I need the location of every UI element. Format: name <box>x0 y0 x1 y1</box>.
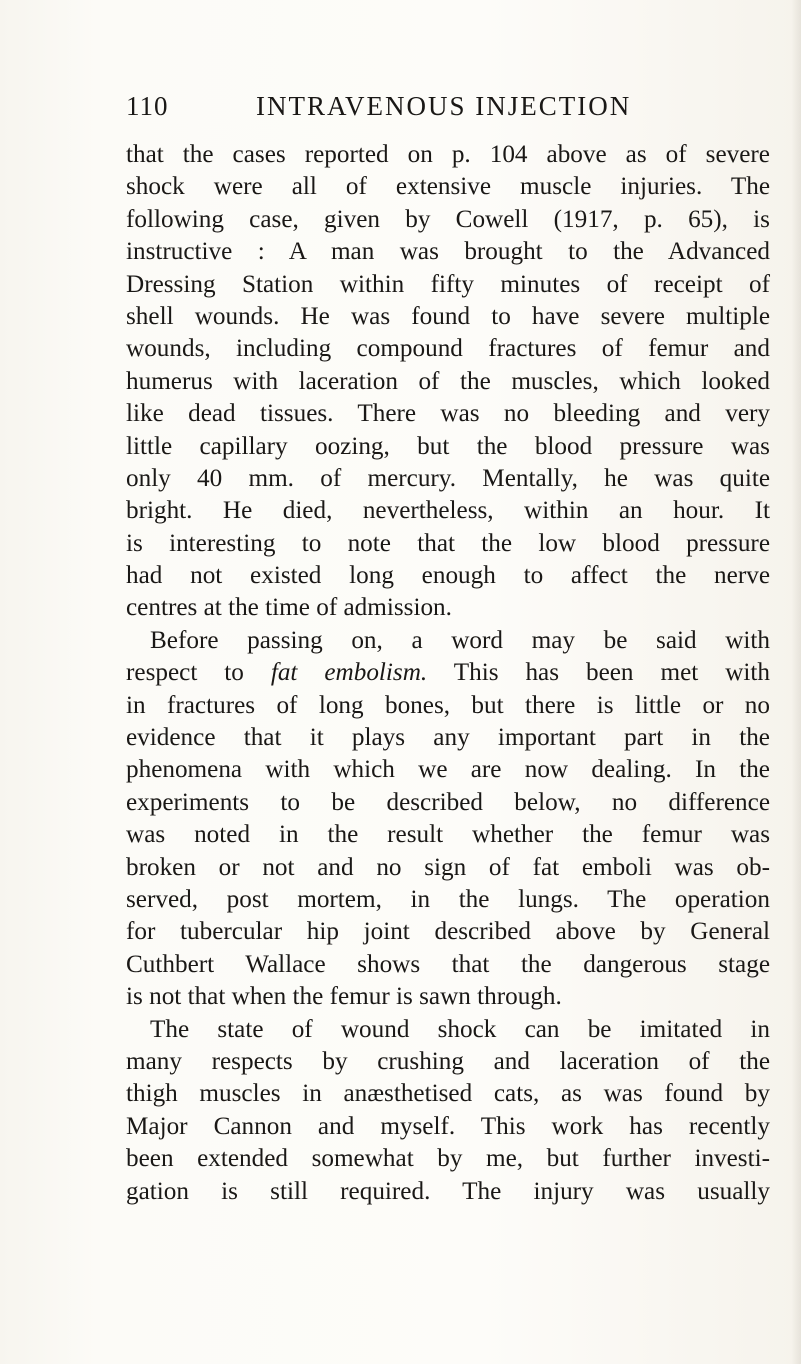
text-line: following case, given by Cowell (1917, p. 65), is <box>126 205 770 233</box>
text-line: Before passing on, a word may be said with <box>150 626 770 654</box>
italic-term: fat embolism. <box>270 659 428 687</box>
text-line: bright. He died, nevertheless, within an hour. It <box>126 497 770 525</box>
text-line: little capillary oozing, but the blood pressure was <box>126 432 770 460</box>
text-line: experiments to be described below, no difference <box>126 788 770 816</box>
text-line: is not that when the femur is sawn through. <box>126 983 562 1011</box>
text-line: in fractures of long bones, but there is little or no <box>126 691 770 719</box>
page-edge-shadow <box>791 0 801 1364</box>
text-line: shell wounds. He was found to have severe multiple <box>126 302 770 330</box>
text-line: instructive : A man was brought to the Advanced <box>126 238 770 266</box>
body-text <box>126 139 770 1208</box>
text-line: Cuthbert Wallace shows that the dangerous stage <box>126 950 770 978</box>
text-line: evidence that it plays any important part in the <box>126 724 770 752</box>
text-line: Dressing Station within fifty minutes of receipt of <box>126 270 770 298</box>
text-segment: respect to <box>126 659 271 687</box>
running-head <box>126 88 774 124</box>
text-line: been extended somewhat by me, but further investi- <box>126 1145 770 1173</box>
text-line: for tubercular hip joint described above by General <box>126 918 770 946</box>
text-line: thigh muscles in anæsthetised cats, as was found by <box>126 1080 770 1108</box>
text-line: many respects by crushing and laceration of the <box>126 1047 770 1075</box>
text-line: centres at the time of admission. <box>126 594 452 622</box>
text-line: Major Cannon and myself. This work has recently <box>126 1112 770 1140</box>
text-line: shock were all of extensive muscle injuries. The <box>126 173 770 201</box>
text-line: only 40 mm. of mercury. Mentally, he was quite <box>126 464 770 492</box>
text-line: The state of wound shock can be imitated in <box>150 1015 770 1043</box>
running-title: INTRAVENOUS INJECTION <box>256 91 632 121</box>
text-line: wounds, including compound fractures of femur and <box>126 335 770 363</box>
text-line-with-emphasis <box>126 657 770 689</box>
text-line: that the cases reported on p. 104 above as of severe <box>126 141 770 168</box>
text-line: gation is still required. The injury was usually <box>126 1177 770 1205</box>
text-line: like dead tissues. There was no bleeding and very <box>126 400 770 428</box>
text-segment: This has been met with <box>427 659 770 687</box>
text-line: was noted in the result whether the femur was <box>126 821 770 849</box>
text-line: had not existed long enough to affect the nerve <box>126 562 770 590</box>
page-number: 110 <box>126 91 169 121</box>
text-line: phenomena with which we are now dealing. In the <box>126 756 770 784</box>
text-line: broken or not and no sign of fat emboli was ob- <box>126 853 770 881</box>
text-line: is interesting to note that the low blood pressure <box>126 529 770 557</box>
text-line: humerus with laceration of the muscles, which looked <box>126 367 770 395</box>
text-line: served, post mortem, in the lungs. The operation <box>126 885 770 913</box>
